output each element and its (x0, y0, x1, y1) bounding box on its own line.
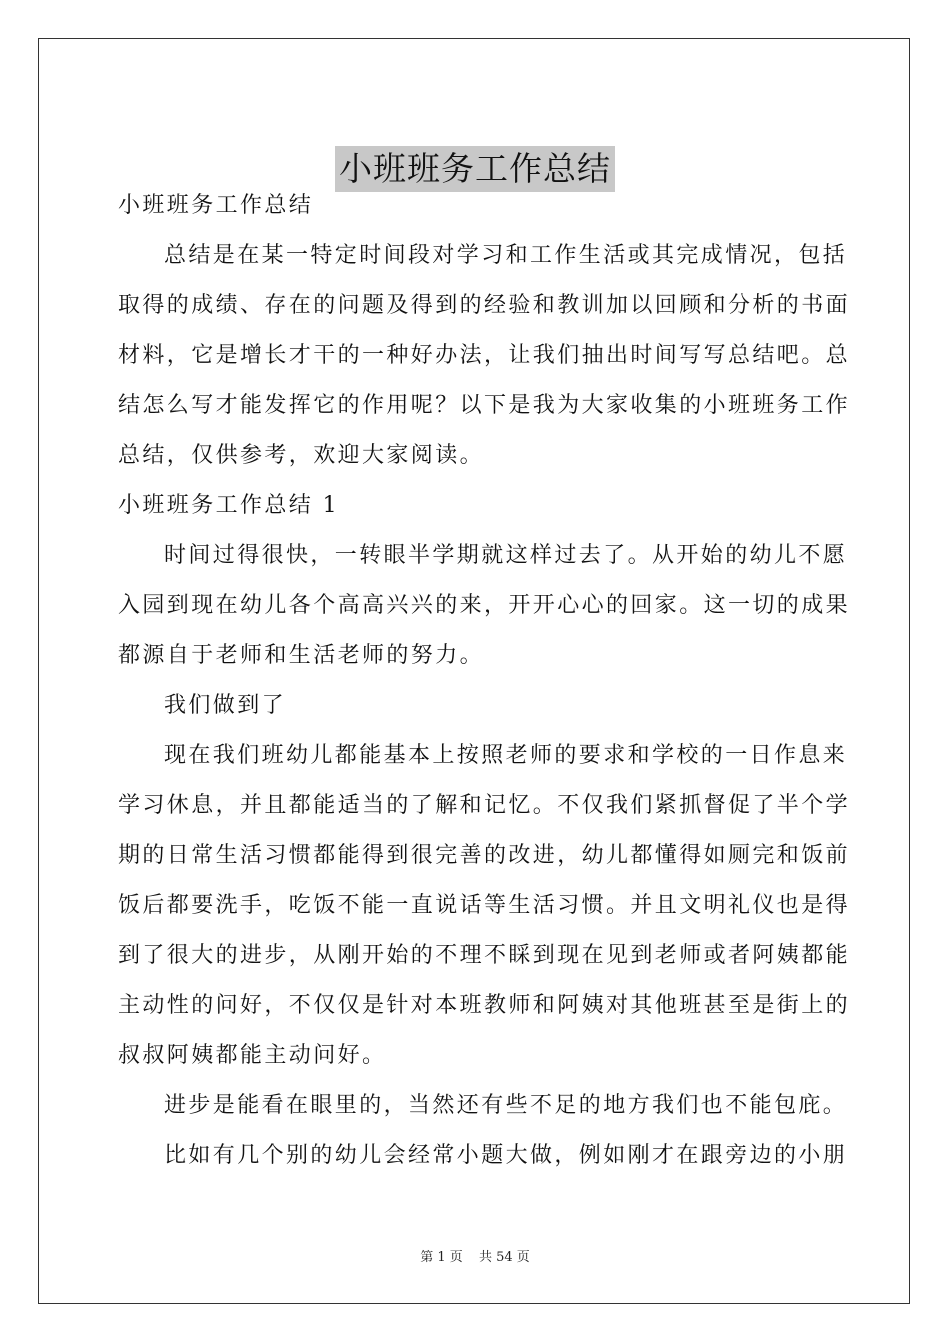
text-line: 叔叔阿姨都能主动问好。 (118, 1042, 387, 1068)
page-footer (0, 1246, 950, 1265)
text-line: 到了很大的进步，从刚开始的不理不睬到现在见到老师或者阿姨都能 (118, 942, 851, 968)
text-line: 结怎么写才能发挥它的作用呢？以下是我为大家收集的小班班务工作 (118, 392, 851, 418)
text-line: 时间过得很快，一转眼半学期就这样过去了。从开始的幼儿不愿 (164, 542, 848, 568)
text-line: 取得的成绩、存在的问题及得到的经验和教训加以回顾和分析的书面 (118, 292, 851, 318)
text-line: 总结，仅供参考，欢迎大家阅读。 (118, 442, 485, 468)
text-line: 比如有几个别的幼儿会经常小题大做，例如刚才在跟旁边的小朋 (164, 1142, 848, 1168)
document-title: 小班班务工作总结 (335, 146, 615, 192)
text-line: 都源自于老师和生活老师的努力。 (118, 642, 485, 668)
text-line: 材料，它是增长才干的一种好办法，让我们抽出时间写写总结吧。总 (118, 342, 851, 368)
text-line: 总结是在某一特定时间段对学习和工作生活或其完成情况，包括 (164, 242, 848, 268)
text-line: 饭后都要洗手，吃饭不能一直说话等生活习惯。并且文明礼仪也是得 (118, 892, 851, 918)
text-line: 进步是能看在眼里的，当然还有些不足的地方我们也不能包庇。 (164, 1092, 848, 1118)
text-line: 现在我们班幼儿都能基本上按照老师的要求和学校的一日作息来 (164, 742, 848, 768)
section-heading: 小班班务工作总结 1 (118, 492, 339, 518)
document-body (118, 180, 851, 1180)
text-line: 入园到现在幼儿各个高高兴兴的来，开开心心的回家。这一切的成果 (118, 592, 851, 618)
text-line: 我们做到了 (164, 692, 287, 718)
page-number: 第 1 页 (420, 1250, 463, 1265)
text-line: 学习休息，并且都能适当的了解和记忆。不仅我们紧抓督促了半个学 (118, 792, 851, 818)
page-total: 共 54 页 (478, 1250, 530, 1265)
text-line: 主动性的问好，不仅仅是针对本班教师和阿姨对其他班甚至是街上的 (118, 992, 851, 1018)
text-line: 期的日常生活习惯都能得到很完善的改进，幼儿都懂得如厕完和饭前 (118, 842, 851, 868)
subtitle: 小班班务工作总结 (118, 192, 314, 218)
